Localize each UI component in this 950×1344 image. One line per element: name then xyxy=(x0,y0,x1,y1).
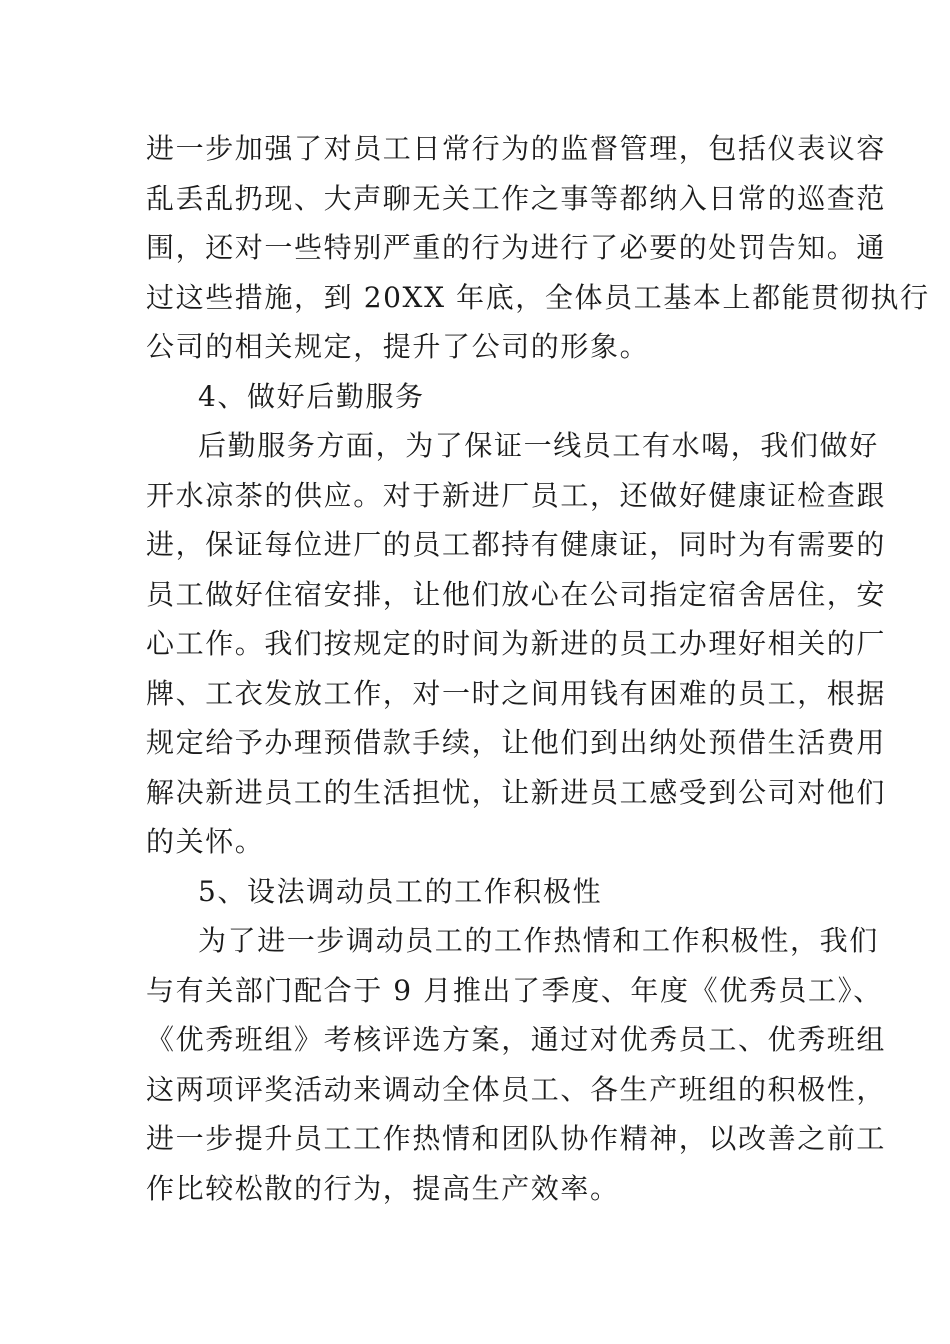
text-line: 与有关部门配合于 9 月推出了季度、年度《优秀员工》、 xyxy=(146,973,883,1007)
text-line: 后勤服务方面，为了保证一线员工有水喝，我们做好 xyxy=(198,429,879,462)
text-line: 心工作。我们按规定的时间为新进的员工办理好相关的厂 xyxy=(146,627,887,660)
paragraph-conduct-management xyxy=(146,124,930,372)
text-line: 的关怀。 xyxy=(146,825,265,858)
text-line: 乱丢乱扔现、大声聊无关工作之事等都纳入日常的巡查范 xyxy=(146,181,887,215)
text-line: 进，保证每位进厂的员工都持有健康证，同时为有需要的 xyxy=(146,528,887,561)
text-line: 为了进一步调动员工的工作热情和工作积极性，我们 xyxy=(198,924,879,957)
text-line: 《优秀班组》考核评选方案，通过对优秀员工、优秀班组 xyxy=(146,1023,887,1056)
paragraph-logistics xyxy=(146,421,887,867)
text-line: 解决新进员工的生活担忧，让新进员工感受到公司对他们 xyxy=(146,775,887,809)
text-line: 牌、工衣发放工作，对一时之间用钱有困难的员工，根据 xyxy=(146,676,887,710)
section-heading-logistics: 4、做好后勤服务 xyxy=(198,379,425,413)
text-line: 过这些措施，到 20XX 年底，全体员工基本上都能贯彻执行 xyxy=(146,280,930,314)
text-line: 规定给予办理预借款手续，让他们到出纳处预借生活费用 xyxy=(146,726,887,759)
section-heading-motivation: 5、设法调动员工的工作积极性 xyxy=(198,874,603,908)
document-body xyxy=(146,124,930,1213)
text-line: 作比较松散的行为，提高生产效率。 xyxy=(146,1171,620,1205)
text-line: 进一步加强了对员工日常行为的监督管理，包括仪表议容 xyxy=(146,132,887,165)
text-line: 公司的相关规定，提升了公司的形象。 xyxy=(146,330,650,363)
paragraph-motivation xyxy=(146,916,887,1213)
text-line: 进一步提升员工工作热情和团队协作精神，以改善之前工 xyxy=(146,1122,887,1155)
text-line: 员工做好住宿安排，让他们放心在公司指定宿舍居住，安 xyxy=(146,577,887,611)
text-line: 围，还对一些特别严重的行为进行了必要的处罚告知。通 xyxy=(146,231,887,264)
text-line: 这两项评奖活动来调动全体员工、各生产班组的积极性， xyxy=(146,1072,887,1106)
text-line: 开水凉茶的供应。对于新进厂员工，还做好健康证检查跟 xyxy=(146,478,887,512)
